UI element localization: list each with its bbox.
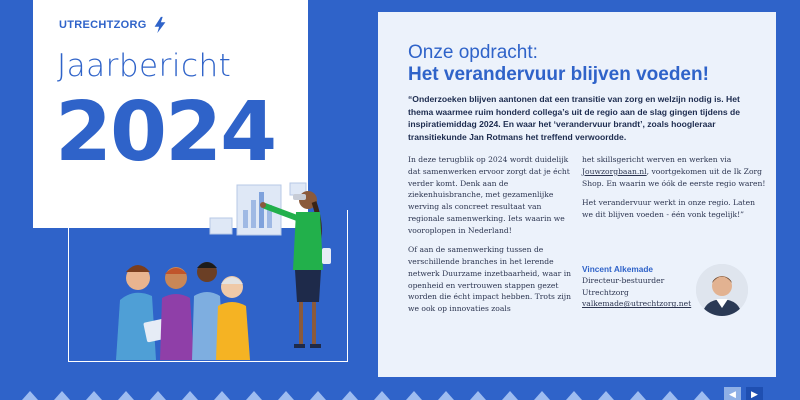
decorative-tick-strip (0, 378, 800, 400)
signature-email-link[interactable]: valkemade@utrechtzorg.net (582, 299, 692, 309)
author-photo (696, 264, 748, 316)
paragraph: Het verandervuur werkt in onze regio. Laten we dit blijven voeden - één vonk tegelijk!” (582, 198, 755, 220)
spark-icon (151, 16, 169, 34)
jouwzorgbaan-link[interactable]: Jouwzorgbaan.nl (582, 166, 647, 176)
next-page-button[interactable]: ▶ (746, 387, 763, 400)
previous-page-button[interactable]: ◀ (724, 387, 741, 400)
brand-logo (59, 16, 169, 34)
signature-block (582, 263, 691, 310)
signature-name: Vincent Alkemade (582, 264, 654, 274)
article-heading-main: Het verandervuur blijven voeden! (408, 64, 709, 85)
signature-role: Directeur-bestuurder (582, 276, 665, 286)
cover-year: 2024 (55, 85, 276, 180)
article-column-right (582, 154, 766, 229)
article-heading-intro: Onze opdracht: (408, 42, 538, 63)
article-panel (378, 12, 776, 377)
paragraph: het skillsgericht werven en werken via Jouwzorgbaan.nl, voortgekomen uit de Ik Zorg Shop. En waarin we óók de eerste regio waren! (582, 155, 766, 188)
article-lead: “Onderzoeken blijven aantonen dat een transitie van zorg en welzijn nodig is. Het thema waarmee ruim honderd collega’s uit de regio aan de slag gingen tijdens de inspiratiemiddag 2024. En waar het ‘verandervuur brandt’, zoals hoogleraar transitiekunde Jan Rotmans het treffend verwoordde. (408, 94, 741, 143)
brand-name: UTRECHTZORG (59, 19, 147, 31)
signature-org: Utrechtzorg (582, 287, 629, 297)
person-avatar-icon (696, 264, 748, 316)
cover-title: Jaarbericht (57, 48, 232, 84)
team-illustration (90, 180, 350, 360)
paragraph: In deze terugblik op 2024 wordt duidelijk dat samenwerken ervoor zorgt dat je écht verder komt. Denk aan de ziekenhuisbranche, met gezamenlijke werving als concreet resultaat van regionale samenwerking. Iets waarin we vooroplopen in Nederland! (408, 155, 570, 235)
paragraph: Of aan de samenwerking tussen de verschillende branches in het lerende netwerk Duurzame inzetbaarheid, waar in openheid en vertrouwen stappen gezet worden die écht impact hebben. Trots zijn we ook op innovaties zoals (408, 245, 572, 314)
article-column-left (408, 154, 576, 323)
